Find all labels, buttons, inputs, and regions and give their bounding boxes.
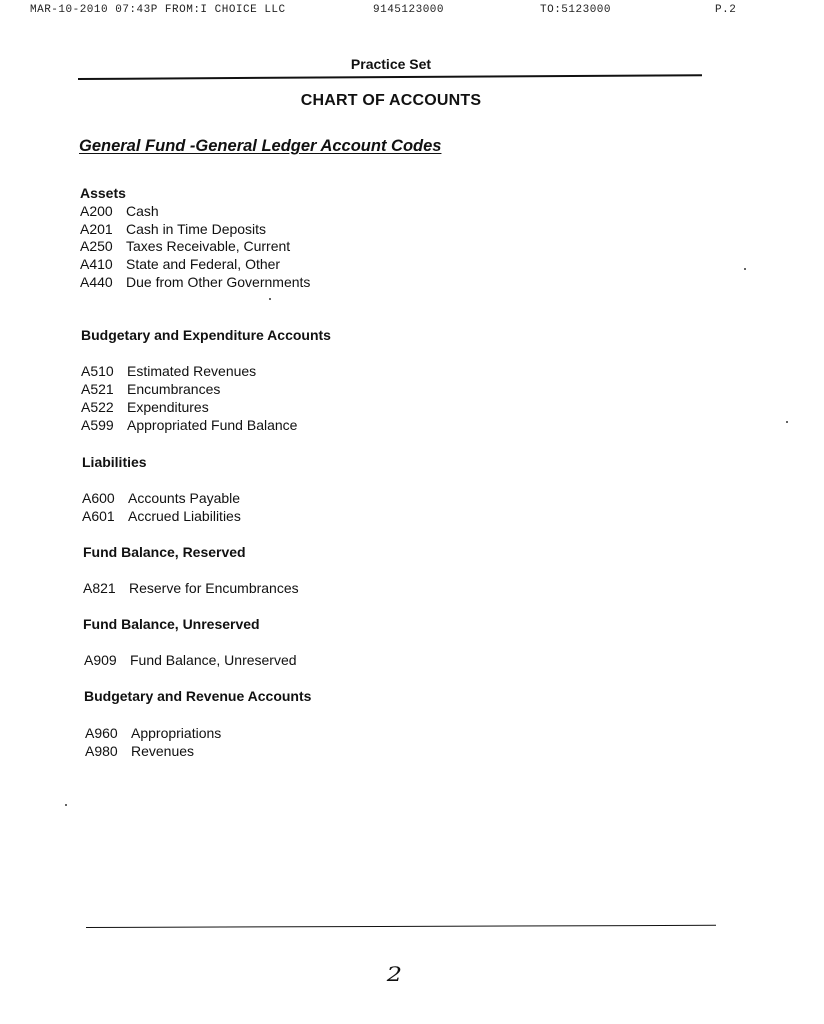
- account-row: [80, 256, 280, 272]
- fax-page: P.2: [715, 4, 737, 16]
- fax-date-from: MAR-10-2010 07:43P FROM:I CHOICE LLC: [30, 4, 286, 16]
- bottom-rule: [86, 925, 716, 928]
- account-row: [82, 490, 240, 506]
- account-name: Revenues: [131, 743, 195, 759]
- section-heading-liabilities: Liabilities: [82, 454, 147, 470]
- account-name: Cash in Time Deposits: [126, 221, 267, 237]
- account-name: Expenditures: [127, 399, 209, 415]
- account-name: Appropriated Fund Balance: [127, 417, 298, 433]
- section-heading-fund-balance-unreserved: Fund Balance, Unreserved: [83, 616, 260, 632]
- account-row: [80, 203, 159, 219]
- account-row: [81, 381, 220, 397]
- account-code: A521: [81, 381, 114, 397]
- section-heading-budgetary-revenue: Budgetary and Revenue Accounts: [84, 688, 312, 704]
- account-row: [85, 743, 194, 759]
- fax-header: [0, 4, 824, 20]
- account-code: A960: [85, 725, 118, 741]
- account-name: Estimated Revenues: [127, 363, 257, 379]
- fax-to: TO:5123000: [540, 4, 612, 16]
- account-row: [81, 417, 297, 433]
- account-row: [80, 274, 310, 290]
- account-row: [84, 652, 297, 668]
- account-name: Encumbrances: [127, 381, 221, 397]
- practice-set-label: Practice Set: [350, 56, 432, 72]
- scan-speck: [65, 804, 67, 806]
- account-name: Taxes Receivable, Current: [126, 238, 291, 254]
- fax-phone: 9145123000: [373, 4, 445, 16]
- account-row: [81, 399, 209, 415]
- account-name: Accrued Liabilities: [128, 508, 241, 524]
- section-heading-assets: Assets: [80, 185, 126, 201]
- account-name: Cash: [126, 203, 159, 219]
- scan-speck: [744, 268, 746, 270]
- page-number: 2: [386, 962, 403, 986]
- top-rule: [78, 74, 702, 80]
- account-code: A510: [81, 363, 114, 379]
- account-code: A522: [81, 399, 114, 415]
- scan-speck: [786, 421, 788, 423]
- account-code: A250: [80, 238, 113, 254]
- scan-speck: [269, 298, 271, 300]
- account-name: Fund Balance, Unreserved: [130, 652, 297, 668]
- section-heading-budgetary-expenditure: Budgetary and Expenditure Accounts: [81, 327, 331, 343]
- account-row: [81, 363, 256, 379]
- account-code: A440: [80, 274, 113, 290]
- account-row: [80, 221, 266, 237]
- account-row: [83, 580, 299, 596]
- account-code: A601: [82, 508, 115, 524]
- account-name: Accounts Payable: [128, 490, 241, 506]
- account-row: [85, 725, 221, 741]
- document-subtitle: General Fund -General Ledger Account Codes: [79, 137, 442, 155]
- account-code: A821: [83, 580, 116, 596]
- section-heading-fund-balance-reserved: Fund Balance, Reserved: [83, 544, 246, 560]
- account-row: [82, 508, 241, 524]
- account-code: A909: [84, 652, 117, 668]
- account-code: A201: [80, 221, 113, 237]
- page-title: CHART OF ACCOUNTS: [300, 92, 482, 109]
- account-code: A410: [80, 256, 113, 272]
- account-name: Due from Other Governments: [126, 274, 311, 290]
- account-code: A600: [82, 490, 115, 506]
- account-code: A980: [85, 743, 118, 759]
- account-name: State and Federal, Other: [126, 256, 281, 272]
- account-name: Reserve for Encumbrances: [129, 580, 299, 596]
- account-row: [80, 238, 290, 254]
- account-code: A200: [80, 203, 113, 219]
- account-code: A599: [81, 417, 114, 433]
- account-name: Appropriations: [131, 725, 222, 741]
